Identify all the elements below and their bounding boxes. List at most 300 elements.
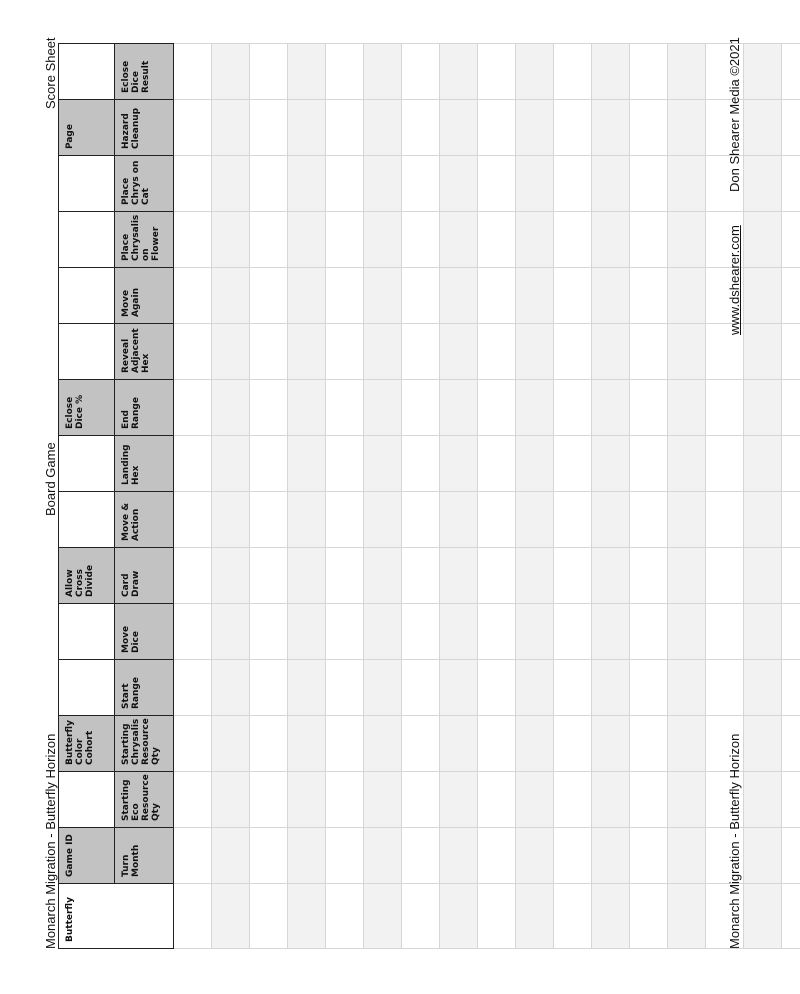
score-cell[interactable] [478, 100, 516, 156]
score-cell[interactable] [402, 660, 440, 716]
score-cell[interactable] [592, 436, 630, 492]
score-cell[interactable] [478, 548, 516, 604]
score-cell[interactable] [744, 548, 782, 604]
table-row [250, 44, 288, 949]
score-cell[interactable] [440, 660, 478, 716]
table-row [668, 44, 706, 949]
table-row [516, 44, 554, 949]
score-cell[interactable] [364, 884, 402, 949]
score-cell[interactable] [174, 828, 212, 884]
score-cell[interactable] [516, 828, 554, 884]
score-cell[interactable] [554, 44, 592, 100]
score-cell[interactable] [516, 100, 554, 156]
score-cell[interactable] [478, 436, 516, 492]
score-cell[interactable] [478, 156, 516, 212]
score-cell[interactable] [668, 212, 706, 268]
score-cell[interactable] [402, 380, 440, 436]
score-cell[interactable] [592, 44, 630, 100]
score-cell[interactable] [288, 380, 326, 436]
score-cell[interactable] [288, 660, 326, 716]
score-cell[interactable] [592, 884, 630, 949]
score-cell[interactable] [516, 156, 554, 212]
score-cell[interactable] [592, 828, 630, 884]
column-header: Landing Hex [115, 436, 174, 492]
score-cell[interactable] [782, 324, 800, 380]
score-cell[interactable] [326, 548, 364, 604]
score-cell[interactable] [364, 548, 402, 604]
score-cell[interactable] [554, 492, 592, 548]
score-cell[interactable] [554, 100, 592, 156]
score-cell[interactable] [516, 884, 554, 949]
score-cell[interactable] [288, 268, 326, 324]
table-row [326, 44, 364, 949]
score-cell[interactable] [440, 828, 478, 884]
column-header: Start Range [115, 660, 174, 716]
column-header: Starting Eco Resource Qty [115, 772, 174, 828]
score-cell[interactable] [250, 828, 288, 884]
score-cell[interactable] [516, 436, 554, 492]
score-cell[interactable] [630, 380, 668, 436]
score-cell[interactable] [668, 156, 706, 212]
score-cell[interactable] [782, 884, 800, 949]
score-cell[interactable] [440, 380, 478, 436]
table-row [288, 44, 326, 949]
score-cell[interactable] [250, 324, 288, 380]
score-cell[interactable] [706, 436, 744, 492]
score-cell[interactable] [516, 212, 554, 268]
score-cell[interactable] [174, 324, 212, 380]
score-cell[interactable] [174, 772, 212, 828]
score-cell[interactable] [516, 324, 554, 380]
score-cell[interactable] [440, 884, 478, 949]
score-cell[interactable] [288, 212, 326, 268]
score-cell[interactable] [478, 212, 516, 268]
score-cell[interactable] [744, 604, 782, 660]
score-cell[interactable] [440, 212, 478, 268]
score-cell[interactable] [326, 212, 364, 268]
score-cell[interactable] [668, 548, 706, 604]
score-cell[interactable] [516, 772, 554, 828]
score-cell[interactable] [592, 100, 630, 156]
table-row [554, 44, 592, 949]
score-cell[interactable] [554, 156, 592, 212]
score-cell[interactable] [250, 492, 288, 548]
score-cell[interactable] [478, 884, 516, 949]
footer-title: Monarch Migration - Butterfly Horizon [727, 733, 742, 949]
score-cell[interactable] [744, 492, 782, 548]
score-cell[interactable] [288, 100, 326, 156]
score-cell[interactable] [402, 156, 440, 212]
score-cell[interactable] [174, 212, 212, 268]
score-cell[interactable] [364, 436, 402, 492]
column-header: Turn Month [115, 828, 174, 884]
score-cell[interactable] [668, 324, 706, 380]
group-header [59, 44, 115, 100]
score-cell[interactable] [554, 884, 592, 949]
score-cell[interactable] [440, 436, 478, 492]
score-cell[interactable] [478, 380, 516, 436]
score-cell[interactable] [782, 772, 800, 828]
score-cell[interactable] [250, 660, 288, 716]
column-header: Move & Action [115, 492, 174, 548]
score-cell[interactable] [326, 828, 364, 884]
score-cell[interactable] [288, 156, 326, 212]
score-cell[interactable] [478, 268, 516, 324]
score-cell[interactable] [554, 772, 592, 828]
score-cell[interactable] [554, 268, 592, 324]
score-cell[interactable] [212, 380, 250, 436]
score-cell[interactable] [668, 44, 706, 100]
score-cell[interactable] [782, 212, 800, 268]
column-header: Hazard Cleanup [115, 100, 174, 156]
score-cell[interactable] [782, 604, 800, 660]
score-cell[interactable] [744, 44, 782, 100]
score-cell[interactable] [364, 828, 402, 884]
score-cell[interactable] [326, 324, 364, 380]
score-cell[interactable] [288, 324, 326, 380]
score-cell[interactable] [212, 100, 250, 156]
score-cell[interactable] [364, 156, 402, 212]
score-cell[interactable] [668, 100, 706, 156]
score-cell[interactable] [402, 884, 440, 949]
score-cell[interactable] [744, 436, 782, 492]
score-cell[interactable] [630, 660, 668, 716]
score-cell[interactable] [212, 716, 250, 772]
score-cell[interactable] [592, 324, 630, 380]
score-cell[interactable] [668, 436, 706, 492]
table-row [782, 44, 800, 949]
score-cell[interactable] [478, 604, 516, 660]
score-cell[interactable] [554, 660, 592, 716]
table-row [364, 44, 402, 949]
score-cell[interactable] [744, 660, 782, 716]
score-cell[interactable] [706, 660, 744, 716]
score-cell[interactable] [326, 660, 364, 716]
score-cell[interactable] [744, 828, 782, 884]
score-cell[interactable] [744, 716, 782, 772]
column-header: Move Again [115, 268, 174, 324]
score-cell[interactable] [212, 884, 250, 949]
score-cell[interactable] [288, 548, 326, 604]
score-cell[interactable] [402, 604, 440, 660]
score-cell[interactable] [440, 268, 478, 324]
score-cell[interactable] [706, 492, 744, 548]
score-cell[interactable] [250, 156, 288, 212]
score-cell[interactable] [364, 212, 402, 268]
score-cell[interactable] [326, 716, 364, 772]
score-cell[interactable] [668, 604, 706, 660]
score-cell[interactable] [364, 44, 402, 100]
column-header: Place Chrys on Cat [115, 156, 174, 212]
score-cell[interactable] [174, 884, 212, 949]
score-cell[interactable] [630, 436, 668, 492]
score-cell[interactable] [592, 492, 630, 548]
group-header [59, 324, 115, 380]
score-cell[interactable] [402, 548, 440, 604]
score-cell[interactable] [782, 548, 800, 604]
table-row [212, 44, 250, 949]
group-header: Butterfly Color Cohort [59, 716, 115, 772]
score-cell[interactable] [364, 772, 402, 828]
footer-url-link[interactable]: www.dshearer.com [727, 225, 742, 335]
score-cell[interactable] [250, 268, 288, 324]
header-title: Monarch Migration - Butterfly Horizon [43, 733, 58, 949]
score-cell[interactable] [250, 548, 288, 604]
score-cell[interactable] [402, 324, 440, 380]
table-row [402, 44, 440, 949]
score-cell[interactable] [706, 604, 744, 660]
score-cell[interactable] [250, 884, 288, 949]
table-row [630, 44, 668, 949]
score-cell[interactable] [782, 156, 800, 212]
table-row [174, 44, 212, 949]
score-cell[interactable] [402, 716, 440, 772]
score-cell[interactable] [516, 44, 554, 100]
score-cell[interactable] [364, 324, 402, 380]
score-cell[interactable] [212, 604, 250, 660]
score-cell[interactable] [630, 604, 668, 660]
score-cell[interactable] [364, 604, 402, 660]
score-cell[interactable] [554, 828, 592, 884]
group-header [59, 604, 115, 660]
score-cell[interactable] [288, 772, 326, 828]
score-cell[interactable] [668, 884, 706, 949]
score-cell[interactable] [668, 660, 706, 716]
score-cell[interactable] [364, 268, 402, 324]
score-cell[interactable] [554, 548, 592, 604]
score-cell[interactable] [288, 492, 326, 548]
score-cell[interactable] [174, 660, 212, 716]
score-cell[interactable] [212, 324, 250, 380]
score-cell[interactable] [212, 156, 250, 212]
score-cell[interactable] [402, 268, 440, 324]
score-cell[interactable] [782, 492, 800, 548]
score-cell[interactable] [440, 324, 478, 380]
score-cell[interactable] [174, 492, 212, 548]
score-cell[interactable] [630, 884, 668, 949]
score-cell[interactable] [782, 44, 800, 100]
score-cell[interactable] [364, 380, 402, 436]
score-cell[interactable] [630, 156, 668, 212]
score-cell[interactable] [174, 548, 212, 604]
score-cell[interactable] [554, 380, 592, 436]
score-cell[interactable] [212, 772, 250, 828]
score-cell[interactable] [782, 268, 800, 324]
group-header [59, 268, 115, 324]
score-cell[interactable] [478, 44, 516, 100]
score-cell[interactable] [744, 100, 782, 156]
score-cell[interactable] [630, 268, 668, 324]
score-cell[interactable] [440, 100, 478, 156]
score-cell[interactable] [668, 492, 706, 548]
score-cell[interactable] [554, 604, 592, 660]
score-cell[interactable] [402, 772, 440, 828]
score-cell[interactable] [364, 100, 402, 156]
score-cell[interactable] [174, 44, 212, 100]
score-cell[interactable] [212, 660, 250, 716]
score-cell[interactable] [212, 268, 250, 324]
score-cell[interactable] [212, 828, 250, 884]
score-cell[interactable] [326, 436, 364, 492]
score-cell[interactable] [668, 716, 706, 772]
score-cell[interactable] [250, 604, 288, 660]
score-cell[interactable] [630, 44, 668, 100]
score-cell[interactable] [744, 380, 782, 436]
score-cell[interactable] [554, 212, 592, 268]
score-cell[interactable] [592, 660, 630, 716]
score-cell[interactable] [782, 828, 800, 884]
score-cell[interactable] [326, 492, 364, 548]
score-cell[interactable] [364, 492, 402, 548]
score-cell[interactable] [212, 492, 250, 548]
score-cell[interactable] [706, 380, 744, 436]
group-header: Game ID [59, 828, 115, 884]
score-cell[interactable] [782, 100, 800, 156]
score-cell[interactable] [212, 436, 250, 492]
score-cell[interactable] [782, 660, 800, 716]
score-cell[interactable] [668, 828, 706, 884]
score-cell[interactable] [326, 604, 364, 660]
score-cell[interactable] [782, 716, 800, 772]
score-cell[interactable] [250, 772, 288, 828]
score-cell[interactable] [592, 772, 630, 828]
score-cell[interactable] [706, 548, 744, 604]
score-cell[interactable] [288, 604, 326, 660]
score-cell[interactable] [174, 436, 212, 492]
score-cell[interactable] [668, 772, 706, 828]
score-cell[interactable] [478, 324, 516, 380]
score-cell[interactable] [630, 212, 668, 268]
score-cell[interactable] [592, 212, 630, 268]
column-header: End Range [115, 380, 174, 436]
score-cell[interactable] [630, 100, 668, 156]
score-cell[interactable] [592, 716, 630, 772]
score-cell[interactable] [174, 604, 212, 660]
group-header: Eclose Dice % [59, 380, 115, 436]
score-cell[interactable] [402, 44, 440, 100]
header-subtitle: Board Game [43, 442, 58, 516]
score-cell[interactable] [478, 772, 516, 828]
footer-copyright: Don Shearer Media ©2021 [727, 37, 742, 192]
score-cell[interactable] [174, 716, 212, 772]
score-cell[interactable] [516, 492, 554, 548]
score-cell[interactable] [174, 156, 212, 212]
score-cell[interactable] [288, 716, 326, 772]
score-cell[interactable] [174, 380, 212, 436]
score-cell[interactable] [478, 828, 516, 884]
score-cell[interactable] [402, 492, 440, 548]
score-cell[interactable] [288, 44, 326, 100]
score-cell[interactable] [744, 156, 782, 212]
score-cell[interactable] [592, 380, 630, 436]
score-cell[interactable] [630, 492, 668, 548]
score-cell[interactable] [174, 268, 212, 324]
score-cell[interactable] [516, 716, 554, 772]
score-cell[interactable] [782, 380, 800, 436]
score-cell[interactable] [478, 716, 516, 772]
score-cell[interactable] [440, 548, 478, 604]
score-cell[interactable] [326, 772, 364, 828]
score-cell[interactable] [516, 604, 554, 660]
score-cell[interactable] [630, 772, 668, 828]
score-cell[interactable] [364, 660, 402, 716]
score-cell[interactable] [478, 492, 516, 548]
score-cell[interactable] [288, 436, 326, 492]
score-cell[interactable] [288, 828, 326, 884]
score-cell[interactable] [212, 212, 250, 268]
score-cell[interactable] [516, 660, 554, 716]
group-header [59, 660, 115, 716]
score-cell[interactable] [440, 492, 478, 548]
score-cell[interactable] [402, 212, 440, 268]
score-cell[interactable] [326, 268, 364, 324]
score-cell[interactable] [402, 828, 440, 884]
score-cell[interactable] [744, 772, 782, 828]
score-cell[interactable] [288, 884, 326, 949]
score-cell[interactable] [250, 380, 288, 436]
score-cell[interactable] [174, 100, 212, 156]
score-cell[interactable] [516, 268, 554, 324]
score-cell[interactable] [782, 436, 800, 492]
score-cell[interactable] [250, 212, 288, 268]
score-cell[interactable] [326, 44, 364, 100]
score-cell[interactable] [744, 268, 782, 324]
score-cell[interactable] [478, 660, 516, 716]
score-cell[interactable] [326, 100, 364, 156]
score-cell[interactable] [554, 324, 592, 380]
score-cell[interactable] [440, 604, 478, 660]
score-cell[interactable] [326, 156, 364, 212]
score-cell[interactable] [440, 716, 478, 772]
score-cell[interactable] [516, 380, 554, 436]
score-cell[interactable] [364, 716, 402, 772]
score-cell[interactable] [402, 100, 440, 156]
score-cell[interactable] [744, 884, 782, 949]
score-cell[interactable] [250, 716, 288, 772]
score-cell[interactable] [630, 324, 668, 380]
score-cell[interactable] [516, 548, 554, 604]
score-cell[interactable] [212, 548, 250, 604]
score-cell[interactable] [592, 156, 630, 212]
score-cell[interactable] [440, 156, 478, 212]
score-cell[interactable] [250, 44, 288, 100]
score-cell[interactable] [744, 324, 782, 380]
column-header: Place Chrysalis on Flower [115, 212, 174, 268]
score-cell[interactable] [212, 44, 250, 100]
score-cell[interactable] [592, 548, 630, 604]
column-header: Reveal Adjacent Hex [115, 324, 174, 380]
table-row [744, 44, 782, 949]
score-cell[interactable] [592, 268, 630, 324]
score-cell[interactable] [326, 380, 364, 436]
score-cell[interactable] [668, 268, 706, 324]
score-cell[interactable] [630, 828, 668, 884]
score-cell[interactable] [554, 436, 592, 492]
score-cell[interactable] [630, 548, 668, 604]
score-cell[interactable] [744, 212, 782, 268]
score-cell[interactable] [402, 436, 440, 492]
score-cell[interactable] [440, 772, 478, 828]
score-cell[interactable] [250, 100, 288, 156]
score-cell[interactable] [668, 380, 706, 436]
score-cell[interactable] [592, 604, 630, 660]
score-cell[interactable] [554, 716, 592, 772]
score-cell[interactable] [440, 44, 478, 100]
score-cell[interactable] [326, 884, 364, 949]
score-cell[interactable] [250, 436, 288, 492]
table-row [440, 44, 478, 949]
score-cell[interactable] [630, 716, 668, 772]
